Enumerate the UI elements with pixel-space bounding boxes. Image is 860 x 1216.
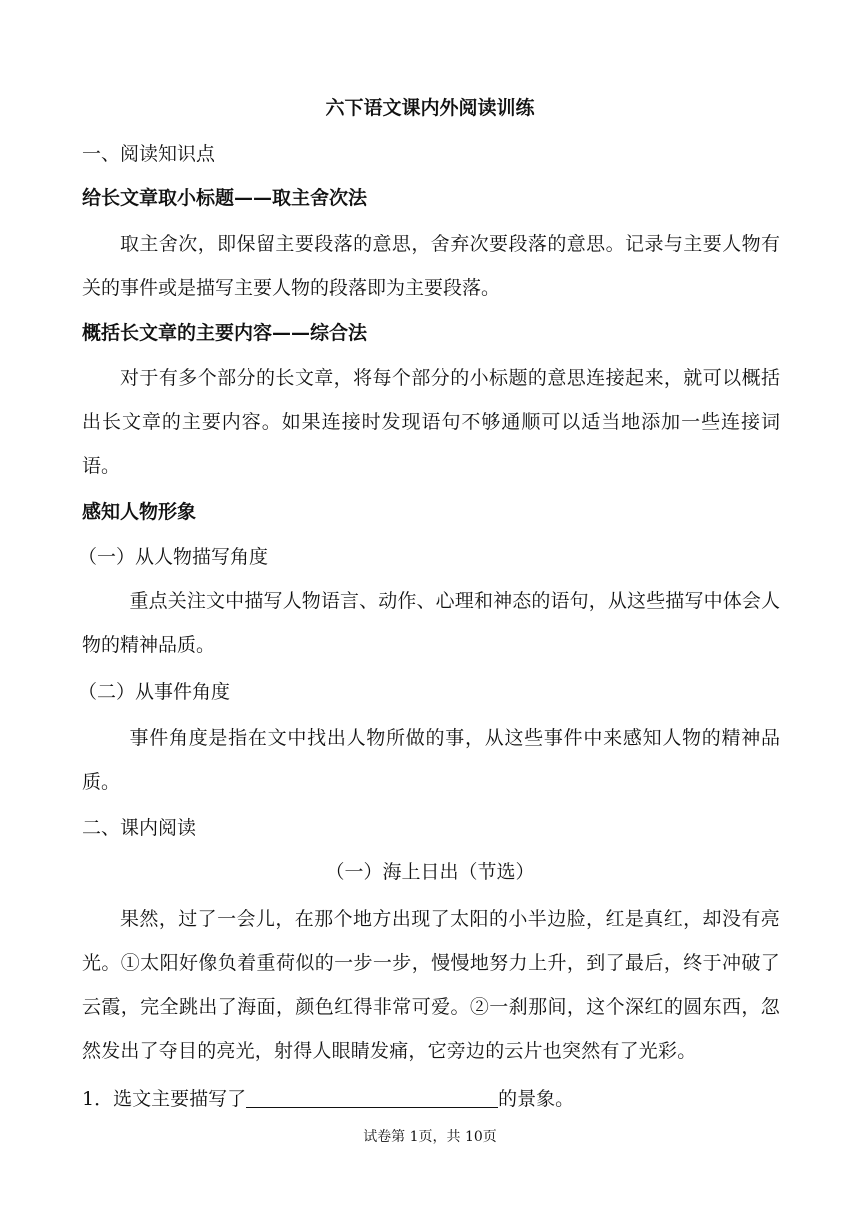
question-1-suffix: 的景象。 bbox=[498, 1088, 575, 1110]
section-heading-knowledge: 一、阅读知识点 bbox=[82, 143, 216, 165]
answer-blank[interactable] bbox=[246, 1087, 498, 1108]
page-footer: 试卷第 1页，共 10页 bbox=[363, 1129, 497, 1145]
question-1 bbox=[82, 1087, 782, 1111]
subheading-main-content: 概括长文章的主要内容——综合法 bbox=[82, 322, 368, 344]
passage-body: 果然，过了一会儿，在那个地方出现了太阳的小半边脸，红是真红，却没有亮光。①太阳好像负着重荷似的一步一步，慢慢地努力上升，到了最后，终于冲破了云霞，完全跳出了海面，颜色红得非常可爱。②一刹那间，这个深红的圆东西，忽然发出了夺目的亮光，射得人眼睛发痛，它旁边的云片也突然有了光彩。 bbox=[82, 908, 780, 1062]
paragraph-subtitles: 取主舍次，即保留主要段落的意思，舍弃次要段落的意思。记录与主要人物有关的事件或是描写主要人物的段落即为主要段落。 bbox=[82, 233, 780, 299]
subheading-subtitles: 给长文章取小标题——取主舍次法 bbox=[82, 187, 368, 209]
document-title: 六下语文课内外阅读训练 bbox=[325, 97, 535, 119]
passage-title: （一）海上日出（节选） bbox=[325, 861, 535, 883]
question-1-prefix: 1．选文主要描写了 bbox=[82, 1088, 247, 1110]
paragraph-main-content: 对于有多个部分的长文章，将每个部分的小标题的意思连接起来，就可以概括出长文章的主要内容。如果连接时发现语句不够通顺可以适当地添加一些连接词语。 bbox=[82, 367, 780, 477]
angle-heading-description: （一）从人物描写角度 bbox=[78, 546, 269, 568]
paragraph-events: 事件角度是指在文中找出人物所做的事，从这些事件中来感知人物的精神品质。 bbox=[82, 727, 780, 793]
angle-heading-events: （二）从事件角度 bbox=[78, 681, 231, 703]
paragraph-description: 重点关注文中描写人物语言、动作、心理和神态的语句，从这些描写中体会人物的精神品质。 bbox=[82, 590, 780, 656]
subheading-character-image: 感知人物形象 bbox=[82, 501, 197, 523]
section-heading-in-class: 二、课内阅读 bbox=[82, 817, 197, 839]
